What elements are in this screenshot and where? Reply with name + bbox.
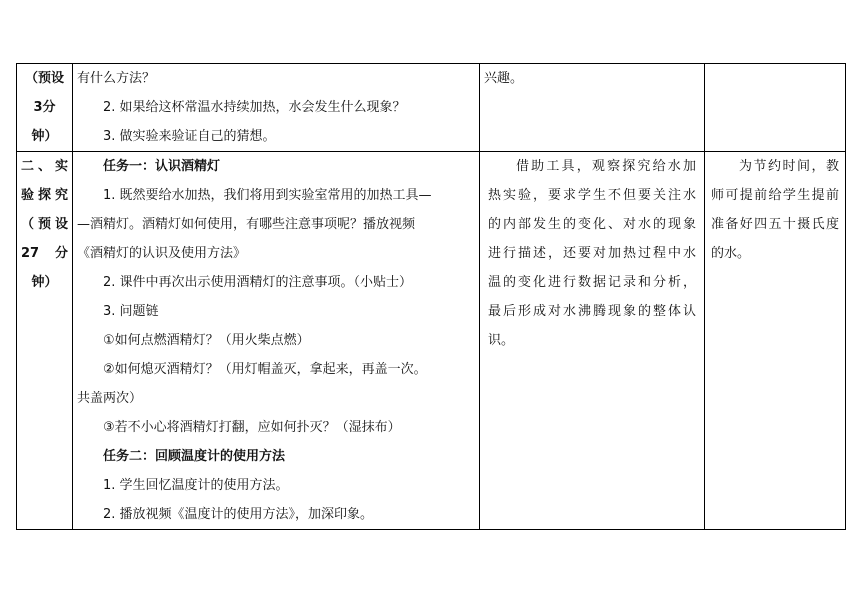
process-line: ①如何点燃酒精灯？（用火柴点燃） <box>103 333 310 348</box>
process-line: ②如何熄灭酒精灯？（用灯帽盖灭，拿起来，再盖一次。 <box>103 362 427 377</box>
intent-line: 热实验，要求学生不但要关注水 <box>488 188 696 203</box>
intent-line: 识。 <box>488 333 515 348</box>
process-line: —酒精灯。酒精灯如何使用，有哪些注意事项呢？播放视频 <box>77 217 416 232</box>
stage-line: （预设 <box>21 217 68 232</box>
table-row <box>17 64 846 152</box>
process-line: 1. 学生回忆温度计的使用方法。 <box>103 478 289 493</box>
process-line: 3. 问题链 <box>103 304 159 319</box>
process-cell <box>73 152 480 530</box>
table-row <box>17 152 846 530</box>
stage-line: 钟） <box>31 275 58 290</box>
notes-cell <box>705 152 846 530</box>
task2-title: 任务二：回顾温度计的使用方法 <box>103 449 286 464</box>
intent-cell <box>480 152 705 530</box>
stage-line: （预设 <box>24 71 64 86</box>
stage-cell <box>17 64 73 152</box>
notes-line: 师可提前给学生提前 <box>711 188 839 203</box>
process-line: 2. 播放视频《温度计的使用方法》，加深印象。 <box>103 507 374 522</box>
process-line: 2. 如果给这杯常温水持续加热，水会发生什么现象？ <box>103 100 406 115</box>
process-line: 《酒精灯的认识及使用方法》 <box>77 246 247 261</box>
intent-line: 兴趣。 <box>484 71 524 86</box>
lesson-plan-table <box>16 63 846 530</box>
process-line: 共盖两次） <box>77 391 143 406</box>
intent-cell <box>480 64 705 152</box>
intent-line: 的内部发生的变化、对水的现象 <box>488 217 696 232</box>
stage-line: 27 分 <box>21 246 68 261</box>
stage-line: 3分 <box>33 100 56 115</box>
task1-title: 任务一：认识酒精灯 <box>103 159 221 174</box>
intent-line: 最后形成对水沸腾现象的整体认 <box>488 304 696 319</box>
notes-line: 的水。 <box>711 246 751 261</box>
process-line: 3. 做实验来验证自己的猜想。 <box>103 129 276 144</box>
notes-cell <box>705 64 846 152</box>
stage-line: 二、实 <box>21 159 68 174</box>
stage-cell <box>17 152 73 530</box>
notes-line: 准备好四五十摄氏度 <box>711 217 839 232</box>
intent-line: 借助工具，观察探究给水加 <box>516 159 696 174</box>
intent-line: 温的变化进行数据记录和分析， <box>488 275 696 290</box>
stage-line: 钟） <box>31 129 58 144</box>
stage-line: 验探究 <box>21 188 68 203</box>
intent-line: 进行描述，还要对加热过程中水 <box>488 246 696 261</box>
process-line: 1. 既然要给水加热，我们将用到实验室常用的加热工具— <box>103 188 432 203</box>
notes-line: 为节约时间，教 <box>739 159 839 174</box>
process-line: 有什么方法？ <box>77 71 156 86</box>
process-line: ③若不小心将酒精灯打翻，应如何扑灭？（湿抹布） <box>103 420 401 435</box>
process-line: 2. 课件中再次出示使用酒精灯的注意事项。（小贴士） <box>103 275 413 290</box>
process-cell <box>73 64 480 152</box>
